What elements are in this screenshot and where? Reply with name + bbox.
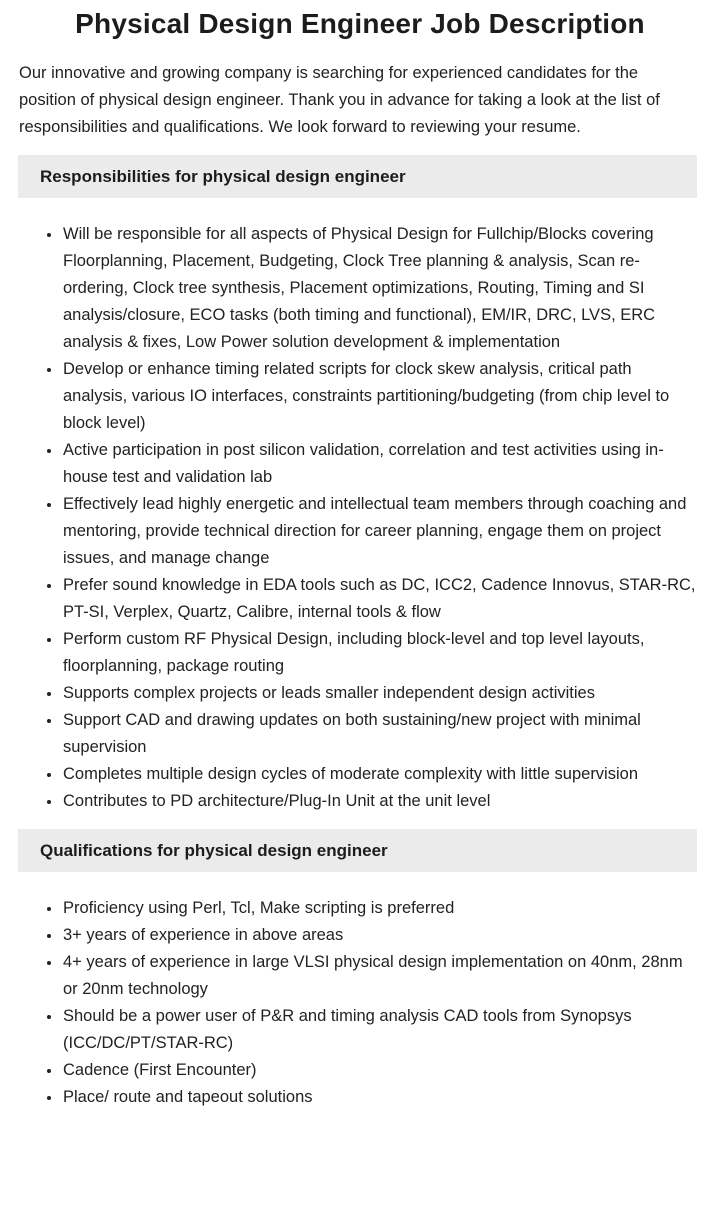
responsibilities-section-heading	[18, 155, 697, 198]
list-item: • Place/ route and tapeout solutions	[62, 1084, 697, 1111]
list-item: • Completes multiple design cycles of moderate complexity with little supervision	[62, 761, 697, 788]
list-item: • Develop or enhance timing related scripts for clock skew analysis, critical path analysis, various IO interfaces, constraints partitioning/budgeting (from chip level to block level)	[62, 356, 697, 437]
list-item: • Proficiency using Perl, Tcl, Make scripting is preferred	[62, 895, 697, 922]
list-item: • Support CAD and drawing updates on both sustaining/new project with minimal supervision	[62, 707, 697, 761]
list-item: • 4+ years of experience in large VLSI physical design implementation on 40nm, 28nm or 20nm technology	[62, 949, 697, 1003]
list-item: • Effectively lead highly energetic and intellectual team members through coaching and mentoring, provide technical direction for career planning, engage them on project issues, and manage change	[62, 491, 697, 572]
list-item: • Will be responsible for all aspects of Physical Design for Fullchip/Blocks covering Floorplanning, Placement, Budgeting, Clock Tree planning & analysis, Scan re-ordering, Clock tree synthesis, Placement optimizations, Routing, Timing and SI analysis/closure, ECO tasks (both timing and functional), EM/IR, DRC, LVS, ERC analysis & fixes, Low Power solution development & implementation	[62, 221, 697, 356]
list-item: • Should be a power user of P&R and timing analysis CAD tools from Synopsys (ICC/DC/PT/STAR-RC)	[62, 1003, 697, 1057]
list-item: • Perform custom RF Physical Design, including block-level and top level layouts, floorplanning, package routing	[62, 626, 697, 680]
intro-paragraph: Our innovative and growing company is searching for experienced candidates for the position of physical design engineer. Thank you in advance for taking a look at the list of responsibilities and qualifications. We look forward to reviewing your resume.	[19, 64, 660, 136]
list-item: • Contributes to PD architecture/Plug-In Unit at the unit level	[62, 788, 697, 815]
list-item: • 3+ years of experience in above areas	[62, 922, 697, 949]
responsibilities-list	[19, 221, 697, 815]
qualifications-list	[19, 895, 697, 1111]
page-title: Physical Design Engineer Job Description	[75, 8, 645, 39]
qualifications-heading-label: Qualifications for physical design engineer	[40, 841, 388, 860]
qualifications-section-heading	[18, 829, 697, 872]
list-item: • Active participation in post silicon validation, correlation and test activities using in-house test and validation lab	[62, 437, 697, 491]
list-item: • Supports complex projects or leads smaller independent design activities	[62, 680, 697, 707]
list-item: • Cadence (First Encounter)	[62, 1057, 697, 1084]
responsibilities-heading-label: Responsibilities for physical design engineer	[40, 167, 406, 186]
list-item: • Prefer sound knowledge in EDA tools such as DC, ICC2, Cadence Innovus, STAR-RC, PT-SI, Verplex, Quartz, Calibre, internal tools & flow	[62, 572, 697, 626]
